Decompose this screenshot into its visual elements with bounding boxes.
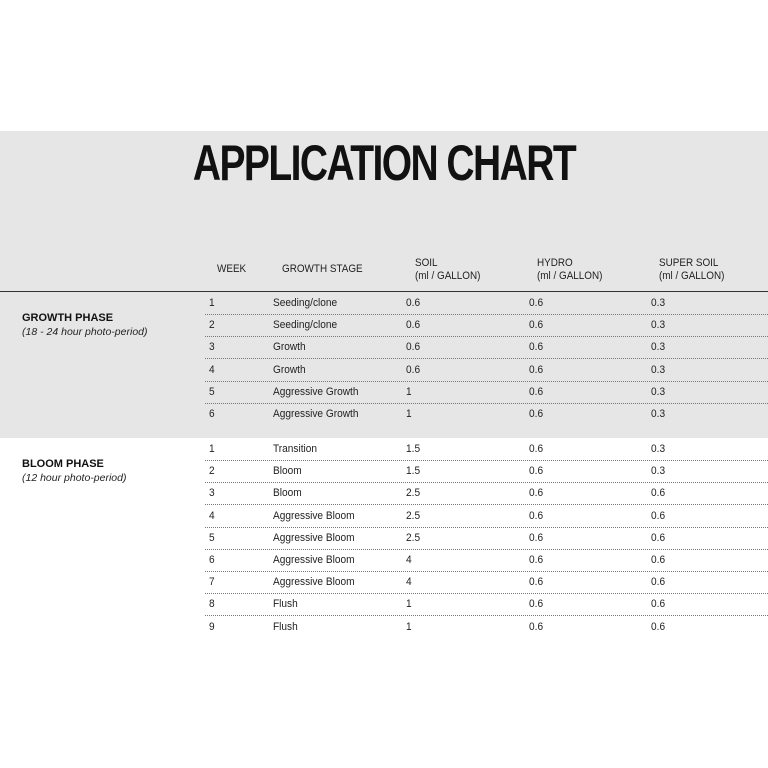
cell-hydro: 0.6: [529, 554, 544, 566]
cell-week: 1: [209, 443, 215, 455]
cell-soil: 1: [406, 598, 412, 611]
cell-week: 6: [209, 554, 215, 566]
cell-super-soil: 0.6: [651, 576, 666, 589]
cell-growth-stage: Aggressive Bloom: [273, 576, 355, 589]
cell-week: 1: [209, 297, 215, 309]
cell-week: 9: [209, 620, 215, 633]
cell-super-soil: 0.6: [651, 531, 666, 544]
cell-week: 4: [209, 509, 215, 522]
cell-soil: 1: [406, 408, 412, 420]
cell-week: 8: [209, 598, 215, 611]
cell-hydro: 0.6: [529, 509, 544, 522]
cell-growth-stage: Aggressive Bloom: [273, 509, 355, 522]
cell-growth-stage: Aggressive Bloom: [273, 531, 355, 544]
cell-soil: 2.5: [406, 531, 421, 544]
column-header-growth-stage: GROWTH STAGE: [282, 263, 363, 275]
cell-week: 3: [209, 487, 215, 500]
cell-week: 2: [209, 319, 215, 332]
cell-soil: 0.6: [406, 319, 421, 332]
cell-soil: 0.6: [406, 363, 421, 376]
column-header-soil-label: SOIL: [415, 257, 438, 269]
row-divider: [205, 527, 768, 528]
cell-super-soil: 0.3: [651, 319, 666, 332]
growth-phase-description: (18 - 24 hour photo-period): [22, 326, 148, 338]
cell-hydro: 0.6: [529, 319, 544, 332]
cell-super-soil: 0.6: [651, 487, 666, 500]
cell-hydro: 0.6: [529, 531, 544, 544]
cell-growth-stage: Flush: [273, 620, 298, 633]
cell-super-soil: 0.6: [651, 554, 666, 566]
growth-phase-title: GROWTH PHASE: [22, 312, 114, 324]
cell-growth-stage: Bloom: [273, 465, 302, 478]
cell-soil: 4: [406, 576, 412, 589]
cell-soil: 4: [406, 554, 412, 566]
growth-phase-label: [22, 311, 148, 339]
cell-soil: 1.5: [406, 465, 421, 478]
cell-growth-stage: Aggressive Growth: [273, 385, 359, 398]
cell-growth-stage: Aggressive Bloom: [273, 554, 355, 566]
cell-week: 3: [209, 341, 215, 354]
cell-hydro: 0.6: [529, 576, 544, 589]
row-divider: [205, 381, 768, 382]
cell-growth-stage: Growth: [273, 341, 306, 354]
row-divider: [205, 460, 768, 461]
cell-soil: 1.5: [406, 443, 421, 455]
cell-growth-stage: Seeding/clone: [273, 297, 338, 309]
row-divider: [205, 504, 768, 505]
cell-soil: 2.5: [406, 487, 421, 500]
cell-week: 2: [209, 465, 215, 478]
row-divider: [205, 314, 768, 315]
cell-week: 7: [209, 576, 215, 589]
cell-week: 5: [209, 385, 215, 398]
row-divider: [205, 615, 768, 616]
cell-hydro: 0.6: [529, 297, 544, 309]
cell-hydro: 0.6: [529, 408, 544, 420]
cell-week: 4: [209, 363, 215, 376]
column-header-hydro-unit: (ml / GALLON): [537, 270, 603, 282]
row-divider: [205, 358, 768, 359]
bloom-phase-label: [22, 457, 126, 485]
cell-week: 5: [209, 531, 215, 544]
row-divider: [205, 593, 768, 594]
row-divider: [205, 571, 768, 572]
cell-super-soil: 0.6: [651, 598, 666, 611]
cell-hydro: 0.6: [529, 620, 544, 633]
cell-soil: 1: [406, 620, 412, 633]
cell-growth-stage: Growth: [273, 363, 306, 376]
cell-soil: 0.6: [406, 297, 421, 309]
cell-growth-stage: Flush: [273, 598, 298, 611]
row-divider: [205, 336, 768, 337]
cell-super-soil: 0.3: [651, 408, 666, 420]
bloom-phase-description: (12 hour photo-period): [22, 472, 127, 484]
row-divider: [205, 403, 768, 404]
cell-soil: 1: [406, 385, 412, 398]
cell-growth-stage: Seeding/clone: [273, 319, 338, 332]
column-header-super-soil: [659, 257, 724, 283]
cell-soil: 0.6: [406, 341, 421, 354]
cell-super-soil: 0.3: [651, 297, 666, 309]
page-title: APPLICATION CHART: [192, 135, 576, 191]
column-header-super-soil-label: SUPER SOIL: [659, 257, 719, 269]
cell-hydro: 0.6: [529, 363, 544, 376]
cell-hydro: 0.6: [529, 487, 544, 500]
cell-growth-stage: Bloom: [273, 487, 302, 500]
row-divider: [205, 482, 768, 483]
column-header-hydro-label: HYDRO: [537, 257, 573, 269]
column-header-super-soil-unit: (ml / GALLON): [659, 270, 725, 282]
cell-hydro: 0.6: [529, 385, 544, 398]
column-header-week: WEEK: [217, 263, 247, 275]
column-header-soil: [415, 257, 480, 283]
cell-super-soil: 0.3: [651, 465, 666, 478]
header-divider: [0, 291, 768, 292]
cell-hydro: 0.6: [529, 465, 544, 478]
cell-hydro: 0.6: [529, 598, 544, 611]
cell-super-soil: 0.3: [651, 443, 666, 455]
cell-week: 6: [209, 408, 215, 420]
cell-super-soil: 0.6: [651, 509, 666, 522]
cell-hydro: 0.6: [529, 341, 544, 354]
cell-growth-stage: Aggressive Growth: [273, 408, 359, 420]
row-divider: [205, 549, 768, 550]
column-header-soil-unit: (ml / GALLON): [415, 270, 481, 282]
cell-soil: 2.5: [406, 509, 421, 522]
cell-super-soil: 0.3: [651, 363, 666, 376]
cell-hydro: 0.6: [529, 443, 544, 455]
column-header-hydro: [537, 257, 602, 283]
cell-super-soil: 0.3: [651, 341, 666, 354]
cell-growth-stage: Transition: [273, 443, 318, 455]
cell-super-soil: 0.3: [651, 385, 666, 398]
bloom-phase-title: BLOOM PHASE: [22, 458, 104, 470]
cell-super-soil: 0.6: [651, 620, 666, 633]
